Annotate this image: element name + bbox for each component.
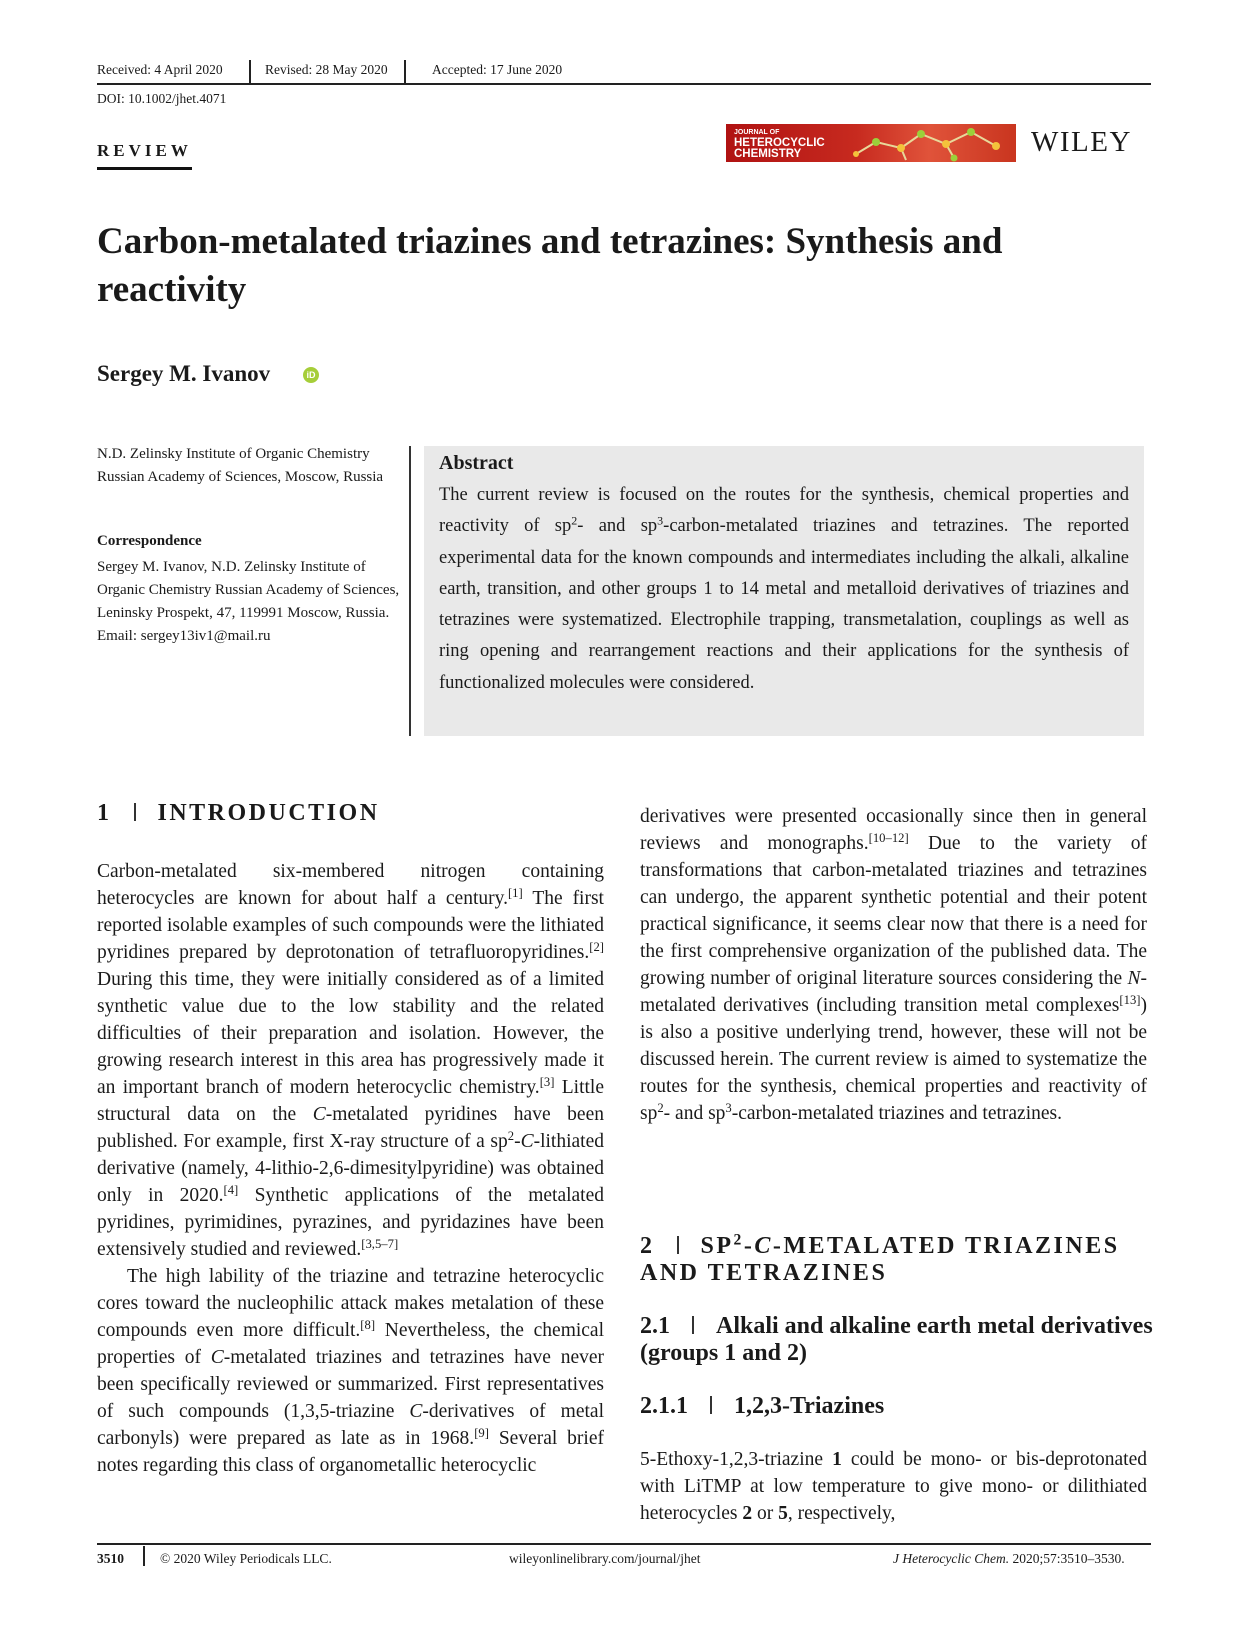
article-title: Carbon-metalated triazines and tetrazines: Synthesis and reactivity bbox=[97, 221, 1003, 310]
affiliation: N.D. Zelinsky Institute of Organic Chemistry Russian Academy of Sciences, Moscow, Russia bbox=[97, 446, 384, 485]
publisher-logo: WILEY bbox=[1031, 126, 1132, 158]
body-column-right bbox=[640, 803, 1147, 1127]
paragraph: 5-Ethoxy-1,2,3-triazine 1 could be mono- or bis-deprotonated with LiTMP at low temperature to give mono- or dilithiated heterocycles 2 or 5, respectively, bbox=[640, 1449, 1147, 1524]
correspondence bbox=[97, 556, 402, 648]
paragraph: Carbon-metalated six-membered nitrogen containing heterocycles are known for about half a century.[1] The first reported isolable examples of such compounds were the lithiated pyridines prepared by deprotonation of tetrafluoropyridines.[2] During this time, they were initially considered as of a limited synthetic value due to the low stability and the related difficulties of their preparation and isolation. However, the growing research interest in this area has progressively made it an important branch of modern heterocyclic chemistry.[3] Little structural data on the C-metalated pyridines have been published. For example, first X-ray structure of a $sp^2-C$-lithiated derivative (namely, 4-lithio-2,6-dimesitylpyridine) was obtained only in 2020.[4] Synthetic applications of the metalated pyridines, pyrimidines, pyrazines, and pyridazines have been extensively studied and reviewed.[3,5–7] bbox=[97, 861, 604, 1260]
copyright: © 2020 Wiley Periodicals LLC. bbox=[160, 1551, 332, 1566]
divider bbox=[409, 446, 411, 736]
correspondence-heading: Correspondence bbox=[97, 533, 202, 549]
received-date: Received: 4 April 2020 bbox=[97, 62, 223, 77]
citation[interactable]: [1] bbox=[507, 886, 523, 901]
revised-date: Revised: 28 May 2020 bbox=[265, 62, 388, 77]
journal-logo bbox=[726, 124, 1016, 162]
header-rule bbox=[97, 83, 1151, 85]
divider bbox=[249, 60, 251, 84]
divider bbox=[143, 1546, 145, 1566]
accepted-date: Accepted: 17 June 2020 bbox=[432, 62, 563, 77]
article-type: REVIEW bbox=[97, 141, 192, 170]
page-number: 3510 bbox=[97, 1551, 124, 1566]
citation[interactable]: [4] bbox=[223, 1183, 239, 1198]
citation[interactable]: [9] bbox=[474, 1426, 489, 1441]
section-heading-introduction: 1 INTRODUCTION bbox=[97, 800, 380, 826]
molecule-graphic-icon bbox=[846, 124, 1016, 162]
citation[interactable]: [8] bbox=[360, 1318, 376, 1333]
citation[interactable]: [2] bbox=[589, 940, 604, 955]
author-name: Sergey M. Ivanov bbox=[97, 361, 271, 386]
citation[interactable]: [10–12] bbox=[868, 831, 909, 846]
correspondence-address: Sergey M. Ivanov, N.D. Zelinsky Institute of Organic Chemistry Russian Academy of Sciences, Leninsky Prospekt, 47, 119991 Moscow, Russia. bbox=[97, 559, 400, 621]
body-column-left bbox=[97, 858, 604, 1479]
paragraph: The high lability of the triazine and tetrazine heterocyclic cores toward the nucleophilic attack makes metalation of these compounds even more difficult.[8] Nevertheless, the chemical properties of C-metalated triazines and tetrazines have never been specifically reviewed or summarized. First representatives of such compounds (1,3,5-triazine C-derivatives of metal carbonyls) were prepared as late as in 1968.[9] Several brief notes regarding this class of organometallic heterocyclic bbox=[97, 1266, 605, 1476]
doi[interactable]: DOI: 10.1002/jhet.4071 bbox=[97, 91, 227, 106]
abstract-heading: Abstract bbox=[439, 452, 514, 474]
section-heading-2-1: 2.1 Alkali and alkaline earth metal derivatives (groups 1 and 2) bbox=[640, 1313, 1153, 1366]
citation[interactable]: [3,5–7] bbox=[361, 1237, 399, 1252]
correspondence-email[interactable]: Email: sergey13iv1@mail.ru bbox=[97, 628, 271, 644]
abstract-text: The current review is focused on the routes for the synthesis, chemical properties and reactivity of $sp^2-$ and $sp^3-carbon$-metalated triazines and tetrazines. The reported experimental data for the known compounds and intermediates including the alkali, alkaline earth, transition, and other groups 1 to 14 metal and metalloid derivatives of triazines and tetrazines were systematized. Electrophile trapping, transmetalation, couplings as well as ring opening and rearrangement reactions and their applications for the synthesis of functionalized molecules were considered. bbox=[439, 485, 1130, 693]
section-heading-2-1-1: 2.1.1 1,2,3-Triazines bbox=[640, 1393, 885, 1419]
divider bbox=[404, 60, 406, 84]
journal-url[interactable]: wileyonlinelibrary.com/journal/jhet bbox=[509, 1551, 701, 1566]
paragraph: derivatives were presented occasionally since then in general reviews and monographs.[10–12] Due to the variety of transformations that carbon-metalated triazines and tetrazines can undergo, the apparent synthetic potential and their potent practical significance, it seems clear now that there is a need for the first comprehensive organization of the published data. The growing number of original literature sources considering the N-metalated derivatives (including transition metal complexes[13]) is also a positive underlying trend, however, these will not be discussed herein. The current review is aimed to systematize the routes for the synthesis, chemical properties and reactivity of $sp^2-$ and $sp^3-carbon$-metalated triazines and tetrazines. bbox=[640, 806, 1147, 1124]
orcid-icon[interactable]: iD bbox=[303, 367, 319, 383]
journal-logo-small: JOURNAL OF bbox=[734, 129, 780, 136]
journal-logo-line2: CHEMISTRY bbox=[734, 148, 802, 160]
footer-rule bbox=[97, 1543, 1151, 1545]
citation[interactable]: [3] bbox=[539, 1075, 555, 1090]
citation-line: J Heterocyclic Chem. 2020;57:3510–3530. bbox=[893, 1551, 1125, 1566]
body-column-right-continued bbox=[640, 1446, 1147, 1527]
journal-logo-line1: HETEROCYCLIC bbox=[734, 137, 825, 149]
citation[interactable]: [13] bbox=[1119, 993, 1141, 1008]
section-heading-2: 2 $SP^2-C$-METALATED TRIAZINES AND TETRAZINES bbox=[640, 1231, 1120, 1286]
